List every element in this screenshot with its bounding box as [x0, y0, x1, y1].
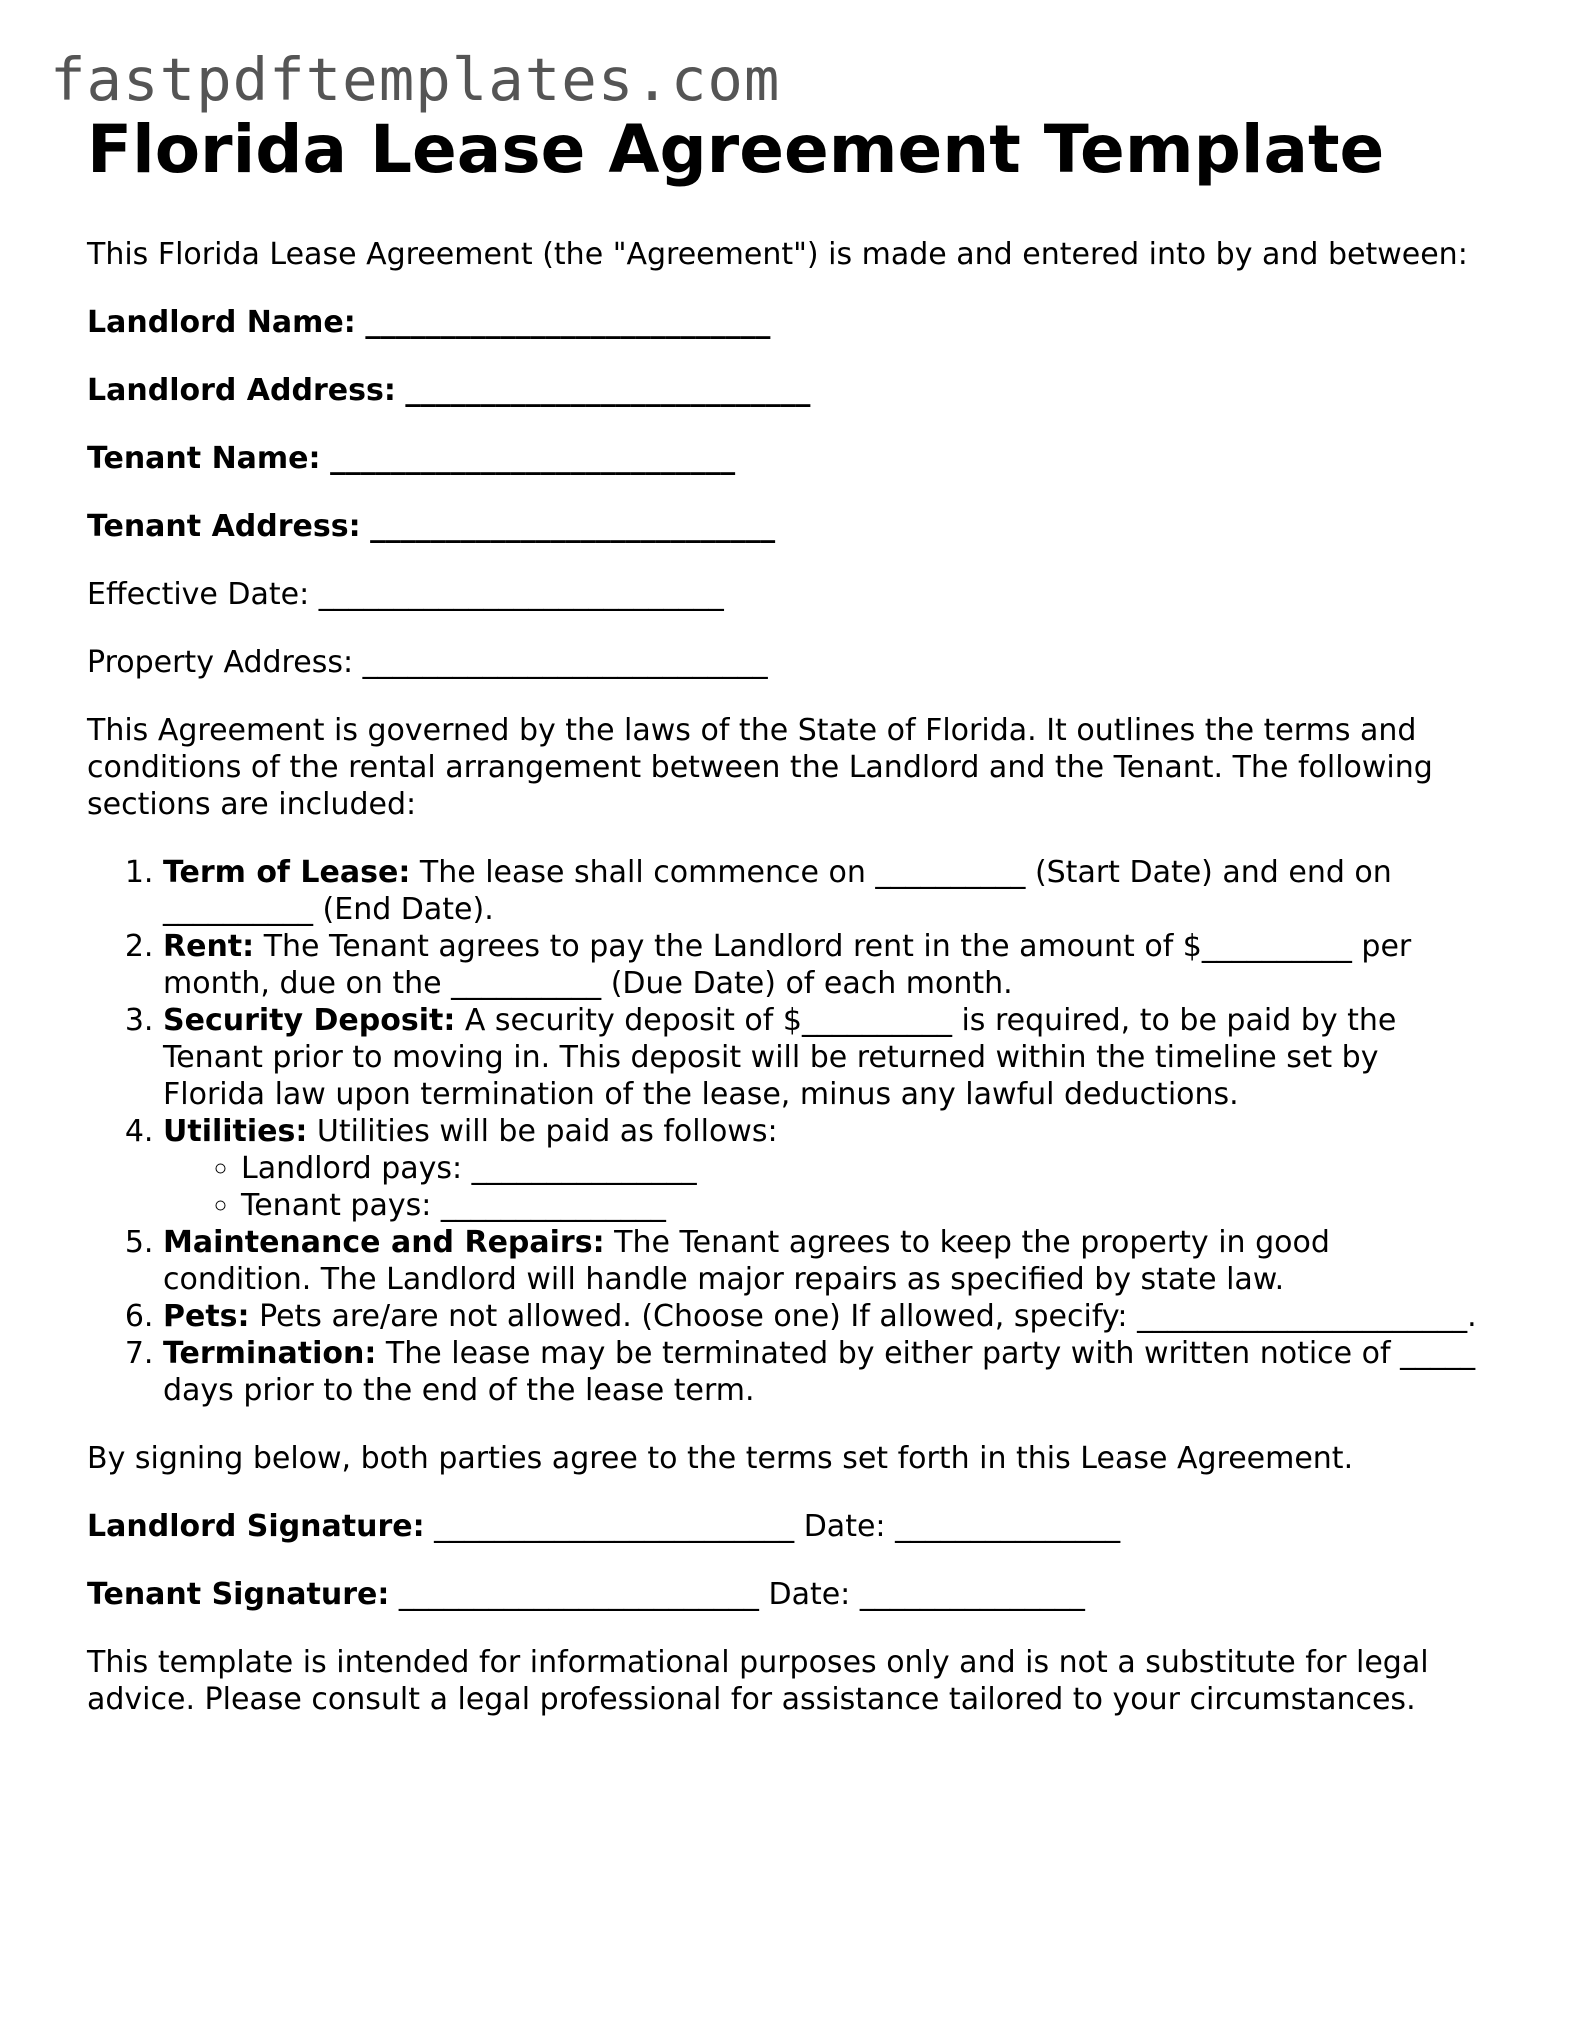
signature-blank[interactable]: ________________________ [398, 1577, 759, 1612]
field-blank[interactable]: ___________________________ [362, 645, 768, 680]
signing-paragraph: By signing below, both parties agree to the terms set forth in this Lease Agreement. [87, 1441, 1354, 1476]
field-blank[interactable]: ___________________________ [330, 441, 736, 476]
sublist-item: ◦ Landlord pays: _______________ [241, 1150, 1487, 1187]
signature-blank[interactable]: ________________________ [434, 1509, 795, 1544]
landlord-signature-line [87, 1508, 1487, 1545]
document-body [87, 108, 1487, 1749]
intro-paragraph: This Florida Lease Agreement (the "Agreement") is made and entered into by and between: [87, 237, 1468, 272]
signature-label: Landlord Signature: [87, 1509, 425, 1544]
term-heading: Pets: [163, 1299, 250, 1334]
terms-list [87, 854, 1487, 1409]
signature-label: Tenant Signature: [87, 1577, 390, 1612]
governing-paragraph: This Agreement is governed by the laws of the State of Florida. It outlines the terms and conditions of the rental arrangement between the Landlord and the Tenant. The following sections are included: [87, 713, 1433, 822]
field-blank[interactable]: ___________________________ [370, 509, 776, 544]
term-item [163, 928, 1487, 1002]
date-label: Date: [768, 1577, 851, 1612]
field-label: Tenant Name: [87, 441, 321, 476]
field-landlord-name [87, 304, 1487, 341]
disclaimer-paragraph: This template is intended for informational purposes only and is not a substitute for legal advice. Please consult a legal professional for assistance tailored to your circumstances. [87, 1645, 1429, 1717]
date-label: Date: [803, 1509, 886, 1544]
term-text: The Tenant agrees to keep the property in good condition. The Landlord will handle major repairs as specified by state law. [163, 1225, 1330, 1297]
term-item [163, 1002, 1487, 1113]
term-text: The lease shall commence on __________ (Start Date) and end on __________ (End Date). [163, 855, 1392, 927]
date-blank[interactable]: _______________ [895, 1509, 1121, 1544]
term-heading: Term of Lease: [163, 855, 411, 890]
watermark: fastpdftemplates.com [50, 45, 781, 114]
term-heading: Termination: [163, 1336, 377, 1371]
term-heading: Security Deposit: [163, 1003, 456, 1038]
document-title: Florida Lease Agreement Template [87, 111, 1385, 188]
term-item [163, 1224, 1487, 1298]
term-heading: Rent: [163, 929, 255, 964]
term-text: Utilities will be paid as follows: [307, 1114, 778, 1149]
field-blank[interactable]: ___________________________ [365, 305, 771, 340]
field-landlord-address [87, 372, 1487, 409]
field-effective-date [87, 576, 1487, 613]
field-blank[interactable]: ___________________________ [318, 577, 724, 612]
tenant-signature-line [87, 1576, 1487, 1613]
date-blank[interactable]: _______________ [859, 1577, 1085, 1612]
field-label: Effective Date: [87, 577, 310, 612]
term-heading: Maintenance and Repairs: [163, 1225, 605, 1260]
field-label: Property Address: [87, 645, 354, 680]
term-text: Pets are/are not allowed. (Choose one) If allowed, specify: ______________________. [249, 1299, 1477, 1334]
sublist-item: ◦ Tenant pays: _______________ [241, 1187, 1487, 1224]
field-blank[interactable]: ___________________________ [405, 373, 811, 408]
field-tenant-name [87, 440, 1487, 477]
term-text: The lease may be terminated by either party with written notice of _____ days prior to the end of the lease term. [163, 1336, 1476, 1408]
term-text: A security deposit of $__________ is required, to be paid by the Tenant prior to moving in. This deposit will be returned within the timeline set by Florida law upon termination of the lease, minus any lawful deductions. [163, 1003, 1397, 1112]
field-tenant-address [87, 508, 1487, 545]
field-label: Tenant Address: [87, 509, 361, 544]
field-label: Landlord Address: [87, 373, 396, 408]
term-item [163, 854, 1487, 928]
term-item [163, 1113, 1487, 1224]
term-item [163, 1298, 1487, 1335]
term-item [163, 1335, 1487, 1409]
term-text: The Tenant agrees to pay the Landlord rent in the amount of $__________ per month, due on the __________ (Due Date) of each month. [163, 929, 1412, 1001]
utilities-sublist [163, 1150, 1487, 1224]
field-property-address [87, 644, 1487, 681]
term-heading: Utilities: [163, 1114, 308, 1149]
field-label: Landlord Name: [87, 305, 356, 340]
